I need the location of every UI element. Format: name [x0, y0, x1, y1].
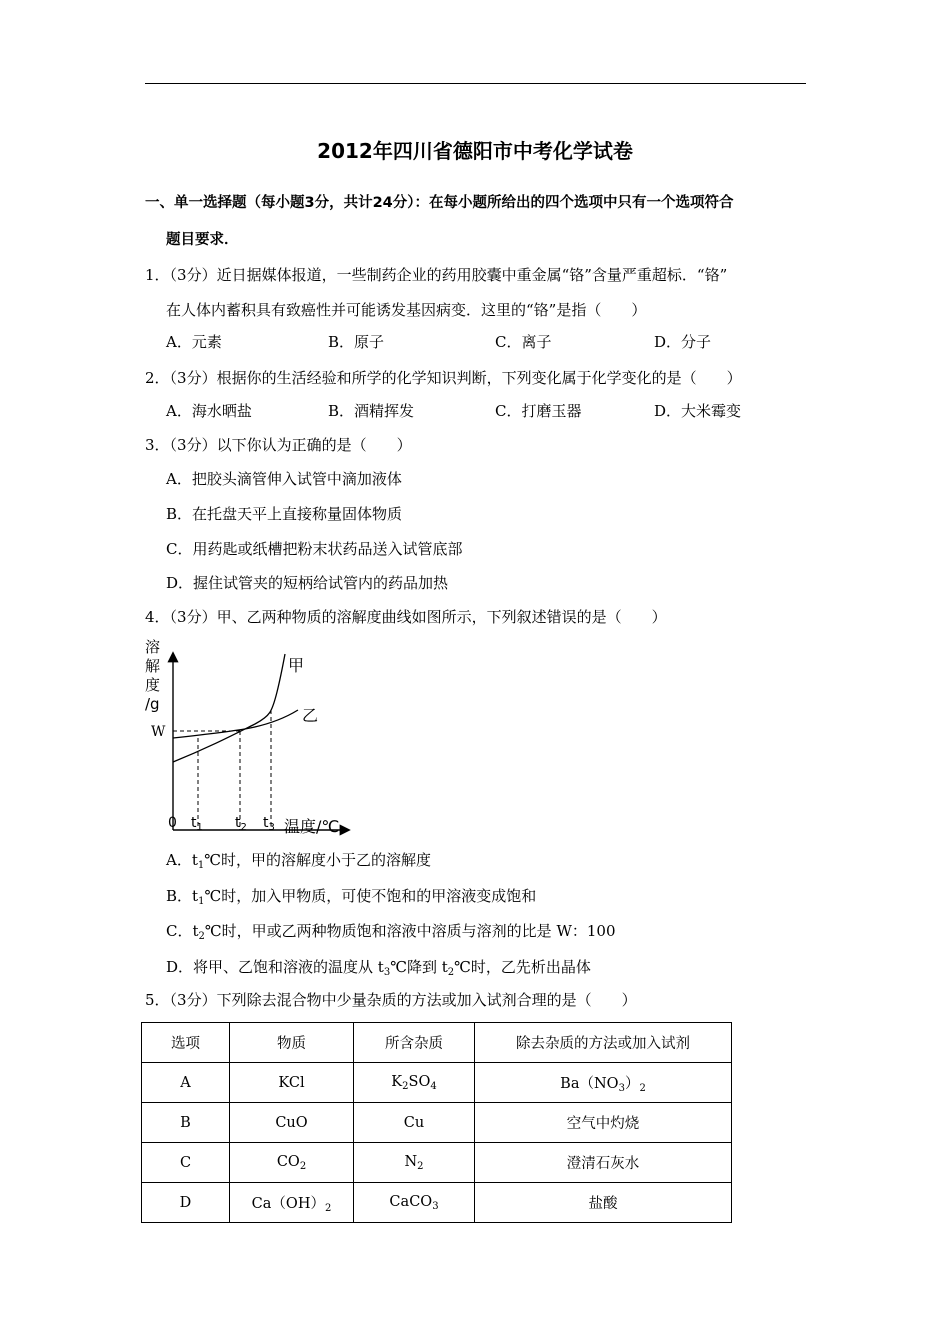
table-header: 物质 — [230, 1023, 354, 1063]
question-4: 4．（3分）甲、乙两种物质的溶解度曲线如图所示，下列叙述错误的是（ ） — [145, 608, 667, 626]
y-label-char-3: 度 — [145, 676, 161, 694]
table-header-row — [142, 1023, 732, 1063]
table-row — [142, 1183, 732, 1223]
table-cell — [354, 1183, 475, 1223]
question-1-cont: 在人体内蓄积具有致癌性并可能诱发基因病变．这里的“铬”是指（ ） — [166, 301, 647, 319]
table-cell: 空气中灼烧 — [475, 1103, 732, 1143]
table-row — [142, 1063, 732, 1103]
curve-jia — [173, 654, 285, 762]
y-label-char-4: /g — [145, 695, 160, 713]
q4-option-c: C．$t_2℃$时，甲或乙两种物质饱和溶液中溶质与溶剂的比是 W：100 — [166, 922, 616, 942]
table-cell: D — [142, 1183, 230, 1223]
q4-option-b: B．$t_1℃$时，加入甲物质，可使不饱和的甲溶液变成饱和 — [166, 887, 537, 907]
q2-option-c: C．打磨玉器 — [495, 402, 582, 420]
table-cell: 盐酸 — [475, 1183, 732, 1223]
t1-tick-label: $t_1$ — [191, 815, 203, 833]
formula-ba-no3-2: $Ba(NO_3)_2$ — [560, 1075, 646, 1094]
table-cell — [354, 1143, 475, 1183]
formula-ca-oh-2: $Ca(OH)_2$ — [251, 1195, 332, 1214]
q4-option-a: A．$t_1℃$时，甲的溶解度小于乙的溶解度 — [166, 851, 432, 871]
table-cell — [475, 1063, 732, 1103]
table-header: 选项 — [142, 1023, 230, 1063]
origin-label: 0 — [168, 815, 177, 831]
impurity-table — [141, 1022, 732, 1223]
y-label-char-2: 解 — [145, 657, 161, 675]
header-rule — [145, 83, 806, 84]
table-header: 除去杂质的方法或加入试剂 — [475, 1023, 732, 1063]
curve-yi-label: 乙 — [302, 706, 319, 725]
q4-option-d: D．将甲、乙饱和溶液的温度从 $t_3℃$降到 $t_2℃$时，乙先析出晶体 — [166, 958, 591, 978]
question-1: 1．（3分）近日据媒体报道，一些制药企业的药用胶囊中重金属“铬”含量严重超标．“铬” — [145, 266, 728, 284]
q1-option-a: A．元素 — [166, 333, 222, 351]
t2-tick-label: $t_2$ — [235, 815, 247, 833]
table-cell: A — [142, 1063, 230, 1103]
q3-option-c: C．用药匙或纸槽把粉末状药品送入试管底部 — [166, 540, 463, 558]
q2-option-d: D．大米霉变 — [654, 402, 742, 420]
solubility-graph — [140, 632, 355, 837]
table-header: 所含杂质 — [354, 1023, 475, 1063]
table-cell: KCl — [230, 1063, 354, 1103]
table-row — [142, 1143, 732, 1183]
q3-option-a: A．把胶头滴管伸入试管中滴加液体 — [166, 470, 402, 488]
table-cell — [230, 1143, 354, 1183]
q1-option-b: B．原子 — [328, 333, 385, 351]
y-axis-label — [145, 638, 160, 714]
question-2: 2．（3分）根据你的生活经验和所学的化学知识判断，下列变化属于化学变化的是（ ） — [145, 369, 742, 387]
table-cell: B — [142, 1103, 230, 1143]
t3-tick-label: $t_3$ — [263, 815, 275, 833]
q1-option-c: C．离子 — [495, 333, 552, 351]
table-cell: C — [142, 1143, 230, 1183]
page-title: 2012年四川省德阳市中考化学试卷 — [317, 139, 633, 163]
table-cell — [354, 1063, 475, 1103]
q3-option-d: D．握住试管夹的短柄给试管内的药品加热 — [166, 574, 449, 592]
formula-caco3: CaCO$_3$ — [389, 1193, 439, 1212]
formula-co2: $CO_2$ — [276, 1153, 307, 1172]
table-cell: CuO — [230, 1103, 354, 1143]
formula-k2so4: $K_2SO_4$ — [391, 1073, 437, 1092]
q3-option-b: B．在托盘天平上直接称量固体物质 — [166, 505, 403, 523]
table-cell: Cu — [354, 1103, 475, 1143]
q1-option-d: D．分子 — [654, 333, 712, 351]
question-3: 3．（3分）以下你认为正确的是（ ） — [145, 436, 412, 454]
section-heading-cont: 题目要求． — [166, 232, 239, 248]
q2-option-b: B．酒精挥发 — [328, 402, 415, 420]
x-axis-label: 温度/℃ — [284, 817, 340, 836]
table-row — [142, 1103, 732, 1143]
section-heading: 一、单一选择题（每小题3分，共计24分）：在每小题所给出的四个选项中只有一个选项符合 — [145, 195, 734, 211]
q2-option-a: A．海水晒盐 — [166, 402, 252, 420]
table-cell — [230, 1183, 354, 1223]
question-5: 5．（3分）下列除去混合物中少量杂质的方法或加入试剂合理的是（ ） — [145, 991, 637, 1009]
curve-jia-label: 甲 — [288, 656, 305, 675]
w-label: W — [151, 724, 166, 740]
formula-n2: $N_2$ — [404, 1153, 424, 1172]
y-label-char-1: 溶 — [145, 638, 161, 656]
table-cell: 澄清石灰水 — [475, 1143, 732, 1183]
